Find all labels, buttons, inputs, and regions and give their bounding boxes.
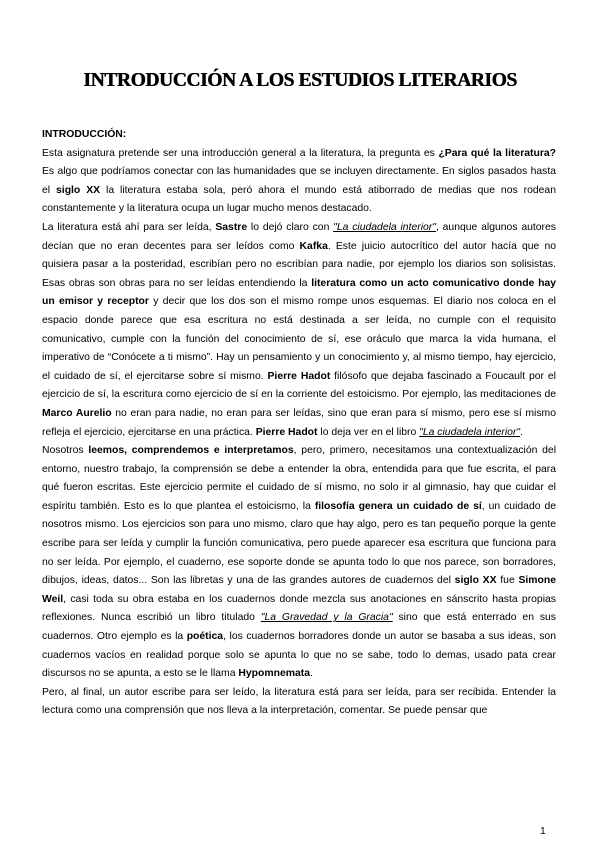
p3-bold-hypomnemata: Hypomnemata <box>238 668 310 680</box>
p1-text-2: Es algo que podríamos conectar con las humanidades que se incluyen directamente. En siglos pasados hasta el <box>42 166 556 196</box>
p2-text-5: y decir que los dos son el mismo rompe unos esquemas. El diario nos coloca en el espacio donde parece que esa escritura no está destinada a ser leída, no cumple con el requisito comunicativo, cumple con la función del conocimiento de sí, ese oráculo que marca la vida humana, el imperativo de “Conócete a ti mismo”. Hay un pensamiento y un conocimiento y, al mismo tiempo, hay ejercicio, el cuidado de sí, el ejercitarse sobre sí mismo. <box>42 296 556 382</box>
p3-book-title-gravedad: "La Gravedad y la Gracia" <box>260 612 393 624</box>
section-heading: INTRODUCCIÓN: <box>42 129 127 140</box>
p3-bold-simone-weil: Simone Weil <box>42 575 557 605</box>
p3-text-2: , pero, primero, necesitamos una contextualización del entorno, nuestro trabajo, la comprensión se debe a entender la obra, entendida para que fue escrita, el para qué fueron escritas. Este ejercicio permite el cuidado de sí mismo, no solo ir al gimnasio, hay que cuidar el espíritu también. Esto es lo que plantea el estoicismo, la <box>42 445 557 512</box>
paragraph-1 <box>42 145 556 219</box>
p2-text-1: La literatura está ahí para ser leída, <box>42 221 216 233</box>
page-number: 1 <box>540 826 546 837</box>
p4-text-1: Pero, al final, un autor escribe para ser leído, la literatura está para ser leída, para ser recibida. Entender la lectura como una comprensión que nos lleva a la interpretación, comentar. Se puede pensar que <box>42 686 556 717</box>
p1-bold-siglo-xx: siglo XX <box>56 184 101 196</box>
paragraph-3 <box>42 442 556 684</box>
paragraph-4 <box>42 684 556 721</box>
p3-text-8: . <box>310 668 313 680</box>
p2-book-title-ciudadela: "La ciudadela interior" <box>419 426 521 438</box>
paragraph-2 <box>42 219 556 442</box>
p3-bold-filosofia: filosofía genera un cuidado de sí <box>314 500 482 512</box>
p3-bold-poetica: poética <box>186 631 224 643</box>
p2-bold-pierre-hadot-2: Pierre Hadot <box>255 426 318 438</box>
p3-bold-leemos: leemos, comprendemos e interpretamos <box>88 445 294 457</box>
p2-text-2: lo dejó claro con <box>247 221 334 233</box>
p2-text-8: lo deja ver en el libro <box>317 426 420 438</box>
p3-text-3: , un cuidado de nosotros mismo. Los ejercicios son para uno mismo, claro que hay algo, pero es tan pequeño porque la gente escribe para ser leída y cumplir la función comunicativa, pero puede aparecer esa escritura que funciona para no ser leída. Por ejemplo, el cuaderno, ese soporte donde se apunta todo lo que nos parece, son borradores, dibujos, ideas, datos... Son las libretas y una de las grandes autores de cuadernos del <box>42 500 557 587</box>
p2-bold-kafka: Kafka <box>299 240 328 252</box>
document-body <box>42 126 556 721</box>
p3-text-5: , casi toda su obra estaba en los cuadernos donde mezcla sus anotaciones en sánscrito hasta propias reflexiones. Nunca escribió un libro titulado <box>42 593 556 624</box>
p2-bold-sastre: Sastre <box>215 221 248 233</box>
p2-bold-marco-aurelio: Marco Aurelio <box>42 407 112 419</box>
p3-text-1: Nosotros <box>42 445 89 457</box>
p1-text-3: la literatura estaba sola, peró ahora el mundo está atiborrado de medias que nos rodean constantemente y la literatura ocupa un lugar mucho menos destacado. <box>42 184 556 215</box>
p2-text-4: . Este juicio autocrítico del autor hacía que no quisiera pasar a la posteridad, escribían pero no escribían para nadie, por ejemplo los diarios son solisistas. Esas obras son obras para no ser leídas entendiendo la <box>42 240 556 289</box>
p2-bold-pierre-hadot: Pierre Hadot <box>267 370 331 382</box>
p2-text-6: filósofo que dejaba fascinado a Foucault por el ejercicio de sí, la escritura como ejercicio de sí en la corriente del estoicismo. Por ejemplo, las meditaciones de <box>42 370 556 401</box>
p3-bold-siglo-xx: siglo XX <box>454 575 497 587</box>
p1-text-1: Esta asignatura pretende ser una introducción general a la literatura, la pregunta es <box>42 147 439 159</box>
p2-text-7: no eran para nadie, no eran para ser leídas, sino que eran para sí mismo, pero ese sí mismo refleja el ejercicio, ejercitarse en una práctica. <box>42 407 556 438</box>
p1-bold-question: ¿Para qué la literatura? <box>438 147 556 159</box>
p2-text-3: , aunque algunos autores decían que no eran decentes para ser leídos como <box>42 221 556 252</box>
p2-book-title-que-es-la-literatura: "La ciudadela interior" <box>333 221 436 233</box>
p2-bold-literatura-acto: literatura como un acto comunicativo donde hay un emisor y receptor <box>42 277 556 308</box>
p3-text-6: sino que está enterrado en sus cuadernos. Otro ejemplo es la <box>42 612 556 643</box>
p3-text-4: fue <box>496 575 519 587</box>
document-title: INTRODUCCIÓN A LOS ESTUDIOS LITERARIOS <box>83 70 517 91</box>
p2-text-9: . <box>520 426 524 438</box>
p3-text-7: , los cuadernos borradores donde un autor se basaba a sus ideas, son cuadernos vacíos en realidad porque solo se apunta lo que no se sabe, todo lo demas, usado pata crear discursos no se apunta, a esto se le llama <box>42 631 556 680</box>
